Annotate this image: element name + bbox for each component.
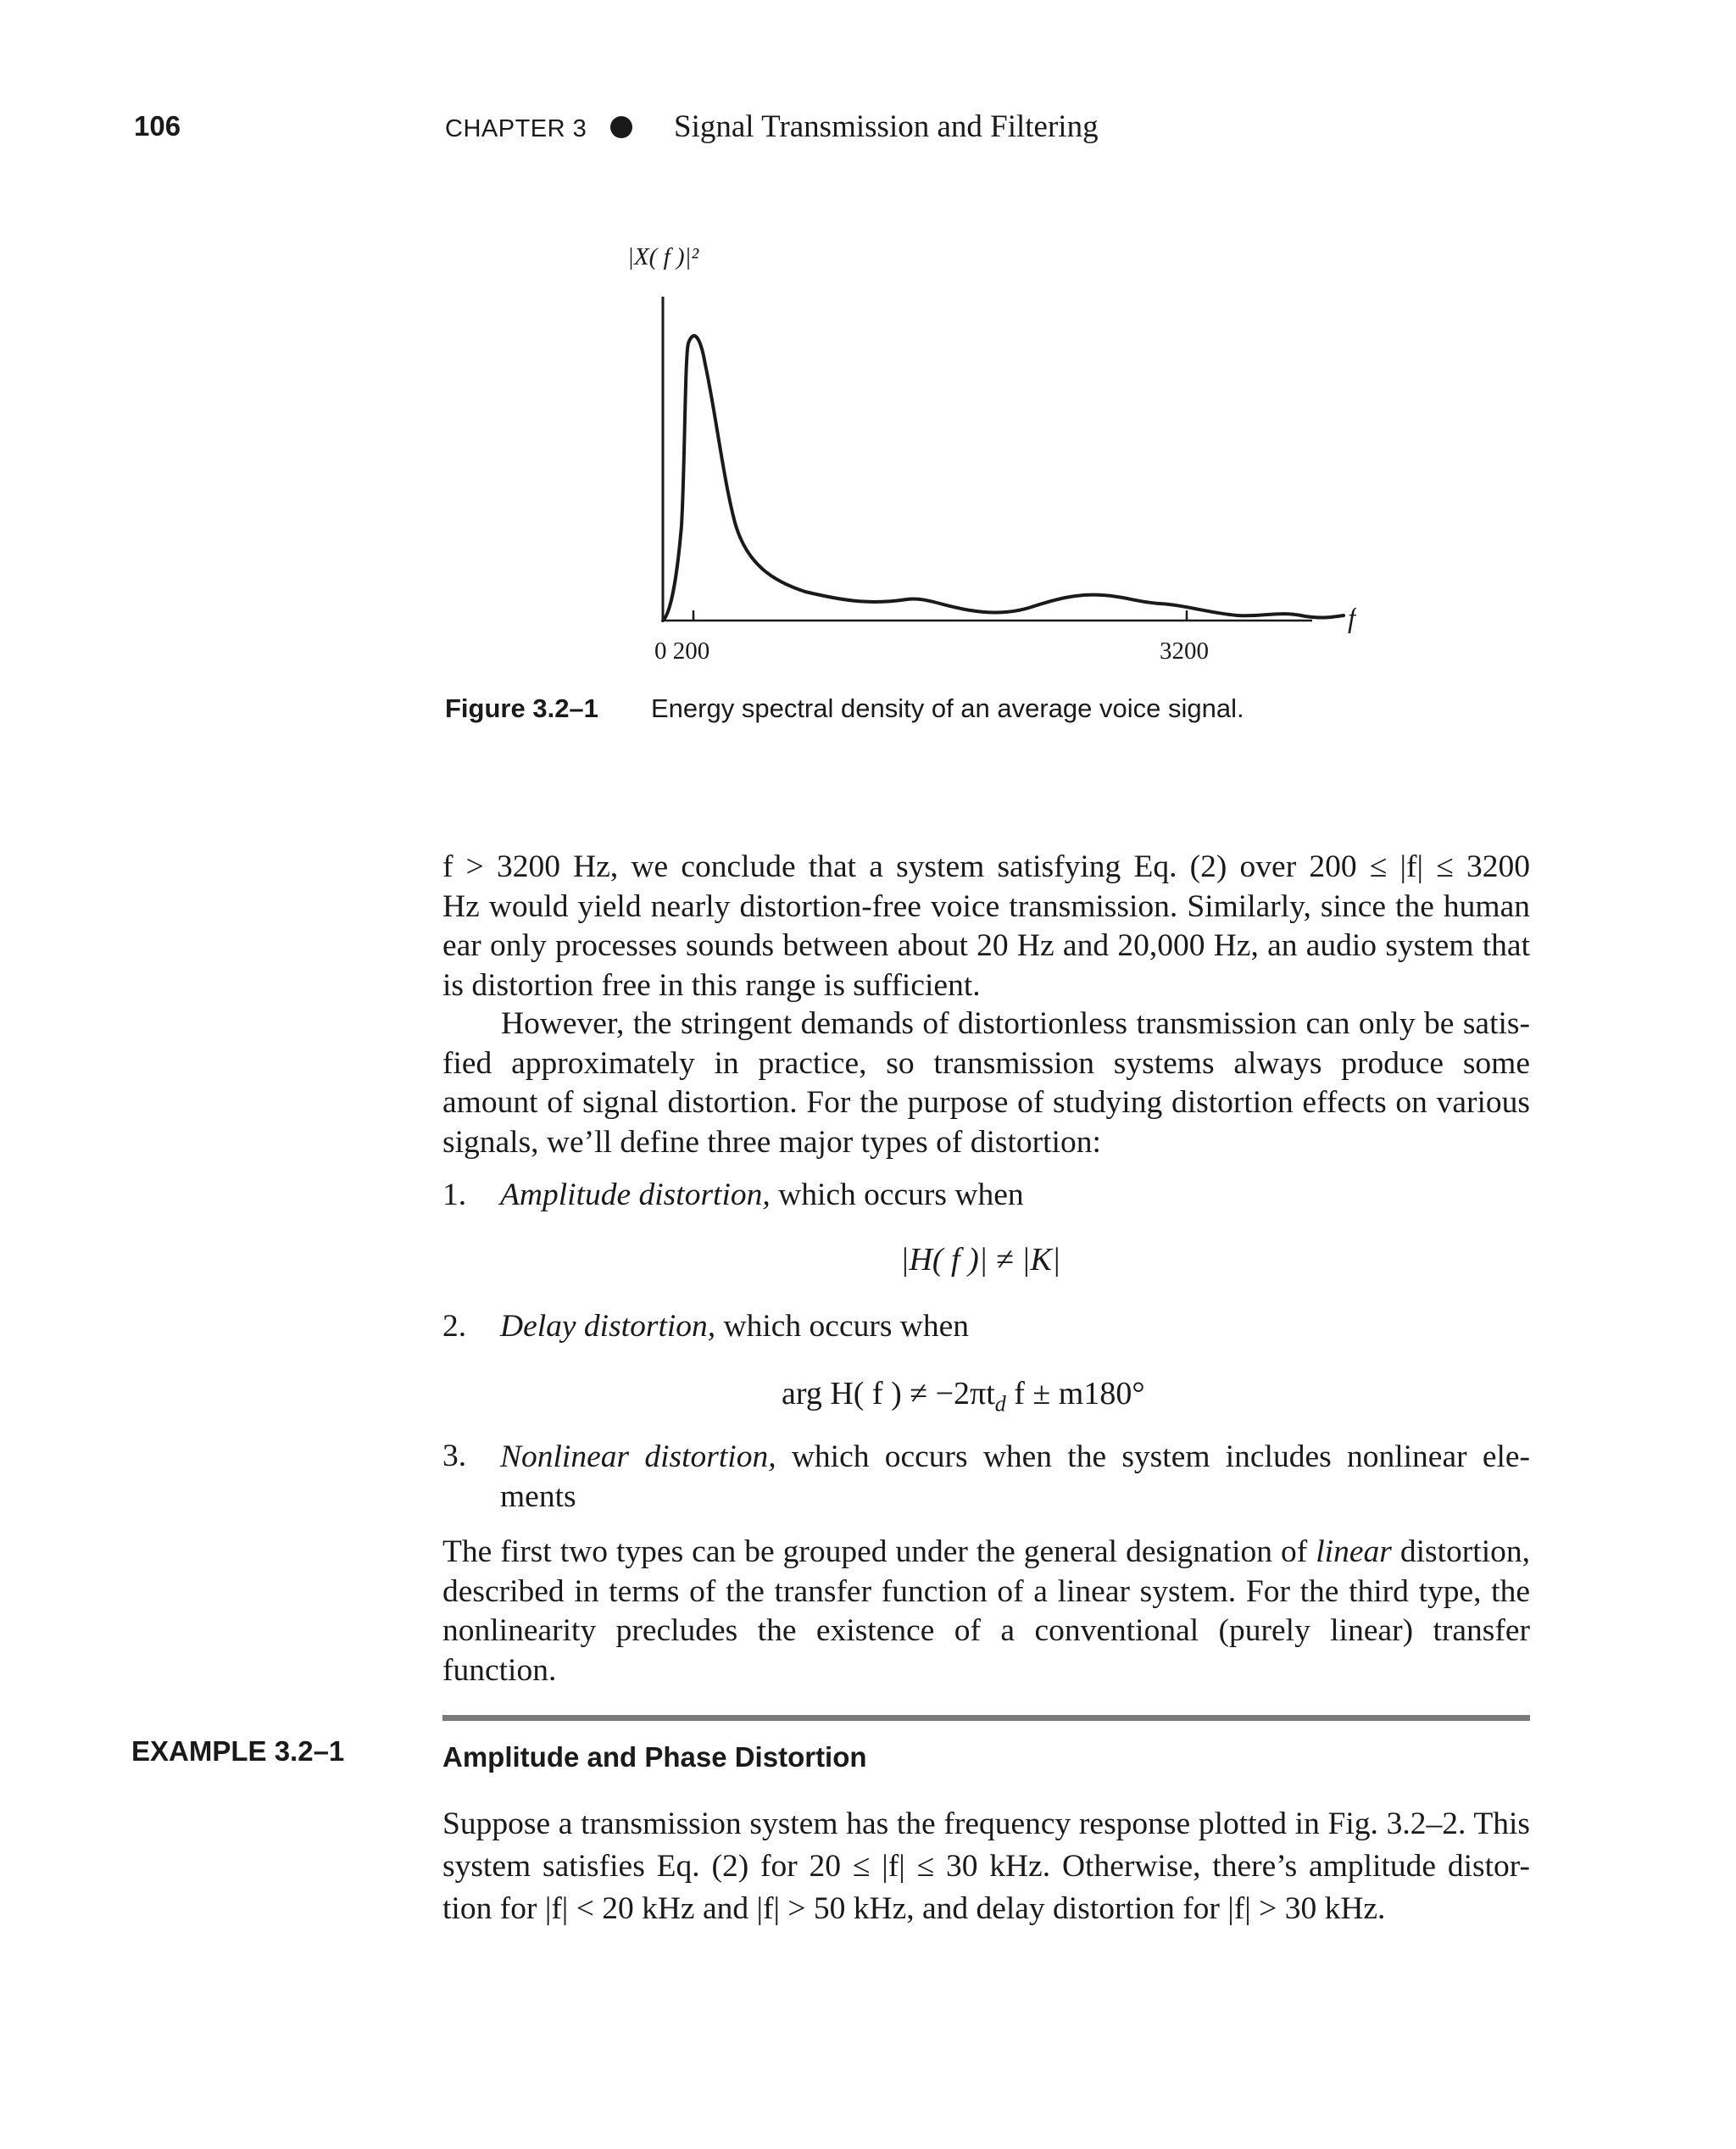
list-item-rest: which occurs when [715, 1309, 970, 1344]
page-number: 106 [134, 110, 181, 142]
equation-tail: f ± m180° [1005, 1376, 1145, 1411]
list-number-2: 2. [442, 1309, 467, 1344]
term-nonlinear-distortion: Nonlinear distortion, [500, 1439, 776, 1474]
text-run: The first two types can be grouped under the general designation of [442, 1534, 1316, 1569]
example-paragraph [442, 1803, 1530, 1930]
equation-delay-distortion [782, 1375, 1145, 1417]
list-item-amplitude-distortion [500, 1177, 1024, 1213]
list-number-3: 3. [442, 1439, 467, 1473]
y-axis-label: |X( f )|² [627, 243, 699, 270]
spectral-curve [663, 336, 1344, 621]
paragraph-line: nonlinearity precludes the existence of a conventional (purely linear) transfer function. [442, 1613, 1530, 1688]
figure-caption-text: Energy spectral density of an average voice signal. [651, 693, 1244, 723]
paragraph-line: However, the stringent demands of distortionless transmission can only be satis- [501, 1006, 1530, 1041]
term-linear: linear [1316, 1534, 1392, 1569]
example-divider [442, 1715, 1530, 1721]
chapter-label: CHAPTER 3 [445, 115, 587, 142]
list-item-line [500, 1438, 1530, 1478]
list-item-delay-distortion [500, 1308, 969, 1345]
paragraph-line: Hz would yield nearly distortion-free voice transmission. Similarly, since the human [442, 888, 1530, 924]
example-label: EXAMPLE 3.2–1 [131, 1735, 345, 1767]
paragraph-line: signals, we’ll define three major types of distortion: [442, 1124, 1101, 1160]
list-number-1: 1. [442, 1177, 467, 1212]
list-item-rest: which occurs when the system includes nonlinear ele- [776, 1439, 1531, 1474]
paragraph-line: described in terms of the transfer function of a linear system. For the third type, the [442, 1573, 1530, 1609]
example-title: Amplitude and Phase Distortion [442, 1741, 867, 1773]
paragraph-line: Suppose a transmission system has the frequency response plotted in Fig. 3.2–2. This [442, 1807, 1530, 1841]
paragraph-line: system satisfies Eq. (2) for 20 ≤ |f| ≤ 30 kHz. Otherwise, there’s amplitude distor- [442, 1849, 1530, 1884]
list-item-rest: which occurs when [770, 1177, 1024, 1212]
paragraph-1 [442, 848, 1530, 1005]
term-delay-distortion: Delay distortion, [500, 1309, 716, 1344]
figure-caption-label: Figure 3.2–1 [445, 693, 598, 723]
list-item-nonlinear-distortion [500, 1438, 1530, 1517]
paragraph-line: fied approximately in practice, so transmission systems always produce some [442, 1045, 1530, 1081]
list-item-line: ments [500, 1478, 576, 1514]
energy-spectral-density-plot [593, 229, 1356, 678]
tick-label-0-200: 0 200 [654, 637, 710, 665]
equation-main: arg H( f ) ≠ −2πt [782, 1376, 995, 1411]
tick-label-3200: 3200 [1160, 637, 1209, 665]
equation-subscript: d [994, 1391, 1006, 1417]
header-bullet [610, 116, 632, 138]
paragraph-3 [442, 1533, 1530, 1690]
x-axis-label: f [1348, 604, 1356, 634]
paragraph-line: amount of signal distortion. For the purpose of studying distortion effects on various [442, 1085, 1530, 1120]
equation-amplitude-distortion: |H( f )| ≠ |K| [900, 1242, 1061, 1278]
paragraph-line: is distortion free in this range is sufficient. [442, 967, 981, 1003]
text-run: distortion, [1391, 1534, 1530, 1569]
running-title: Signal Transmission and Filtering [674, 109, 1099, 144]
term-amplitude-distortion: Amplitude distortion, [500, 1177, 771, 1212]
paragraph-line [442, 1533, 1530, 1573]
paragraph-line: f > 3200 Hz, we conclude that a system satisfying Eq. (2) over 200 ≤ |f| ≤ 3200 [442, 849, 1530, 884]
paragraph-line: ear only processes sounds between about 20 Hz and 20,000 Hz, an audio system that [442, 928, 1530, 963]
paragraph-line: tion for |f| < 20 kHz and |f| > 50 kHz, and delay distortion for |f| > 30 kHz. [442, 1891, 1386, 1926]
paragraph-2 [442, 1005, 1530, 1162]
